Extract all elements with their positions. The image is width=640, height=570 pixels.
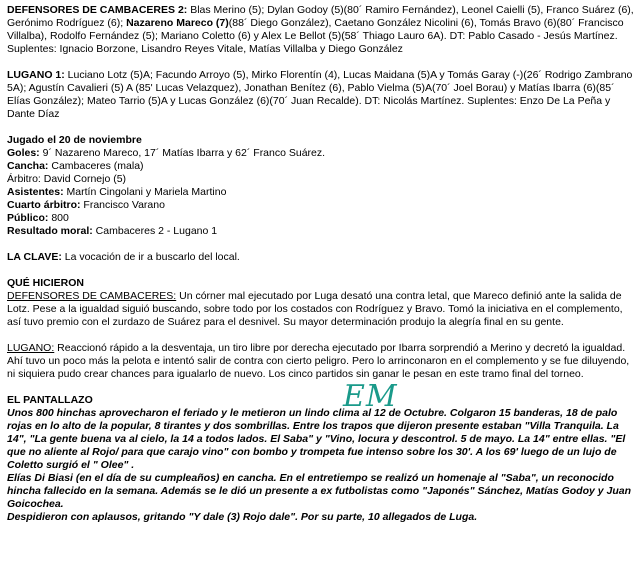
lugano-label: LUGANO 1: — [7, 69, 65, 81]
cuarto-label: Cuarto árbitro: — [7, 199, 81, 211]
defensores-analysis — [7, 290, 635, 329]
pantallazo-section — [7, 394, 635, 524]
pantallazo-paragraph: Despidieron con aplausos, gritando "Y dale (3) Rojo dale". Por su parte, 10 allegados de Luga. — [7, 511, 478, 523]
clave-label: LA CLAVE: — [7, 251, 62, 263]
arbitro-value: David Cornejo (5) — [40, 173, 127, 185]
defensores-analysis-text: Un córner mal ejecutado por Luga desató una contra letal, que Mareco definió ante la salida de Lotz. Pese a la igualdad siguió buscando, sobre todo por los costados con Rodríguez y Bravo. Tomó la iniciativa en el complemento, así tuvo premio con el zurdazo de Suárez para el desnivel. Su mayor determinación produjo la alegría final en su gente. — [7, 290, 623, 328]
match-info — [7, 134, 635, 238]
asistentes-label: Asistentes: — [7, 186, 64, 198]
clave-value: La vocación de ir a buscarlo del local. — [61, 251, 240, 263]
article — [7, 4, 635, 524]
goles-value: 9´ Nazareno Mareco, 17´ Matías Ibarra y 62´ Franco Suárez. — [39, 147, 326, 159]
defensores-lineup — [7, 4, 635, 56]
cuarto-value: Francisco Varano — [80, 199, 165, 211]
lugano-lineup-text: Luciano Lotz (5)A; Facundo Arroyo (5), Mirko Florentín (4), Lucas Maidana (5)A y Tomás Garay (-)(26´ Rodrigo Zambrano 5A); Agustín Cavalieri (5) A (85' Lucas Velazquez), Jonathan Benítez (6), Pablo Vielma (5)A(70´ Joel Borau) y Matías Ibarra (6)(85´ Elías González); Mateo Tarrio (5)A y Lucas González (6)(70´ Juan Recalde). DT: Nicolás Martínez. Suplentes: Enzo De La Peña y Dante Díaz — [7, 69, 633, 120]
publico-value: 800 — [48, 212, 69, 224]
defensores-lineup-part2: (88´ Diego González), Caetano González Nicolini (6), Tomás Bravo (6)(80´ Francisco Villalba), Rodolfo Fernández (5); Mariano Coletto (6) y Alex Le Bellot (5)(58´ Thiago Lauro 6A). DT: Pablo Casado - Jesús Martínez. Suplentes: Ignacio Borzone, Lisandro Reyes Vitale, Matías Villalba y Diego González — [7, 17, 624, 55]
lugano-analysis-label: LUGANO: — [7, 342, 55, 354]
resultado-value: Cambaceres 2 - Lugano 1 — [92, 225, 218, 237]
lugano-analysis — [7, 342, 635, 381]
cancha-value: Cambaceres (mala) — [48, 160, 144, 172]
jugado-date: Jugado el 20 de noviembre — [7, 134, 142, 146]
pantallazo-paragraph: Elías Di Biasi (en el día de su cumpleaños) en cancha. En el entretiempo se realizó un homenaje al "Saba", un reconocido hincha fallecido en la semana. Además se le dió un presente a ex futbolistas como "Japonés" Sánchez, Matías Godoy y Juan Goicochea. — [7, 472, 632, 510]
defensores-analysis-label: DEFENSORES DE CAMBACERES: — [7, 290, 177, 302]
que-hicieron-heading: QUÉ HICIERON — [7, 277, 85, 289]
asistentes-value: Martín Cingolani y Mariela Martino — [63, 186, 227, 198]
defensores-label: DEFENSORES DE CAMBACERES 2: — [7, 4, 188, 16]
pantallazo-paragraph: Unos 800 hinchas aprovecharon el feriado y le metieron un lindo clima al 12 de Octubre. Colgaron 15 banderas, 18 de palo rojas en lo alto de la popular, 8 tirantes y dos sombrillas. Entre los trapos que dijeron presente estaban "Villa Tranquila. La 14", "La gente buena va al cielo, la 14 a todos lados. El Saba" y "Vino, locura y descontrol. 5 de mayo. La 14" entre ellas. "El que no aliente al Rojo/ para que carajo vino" con bombo y trompeta fue intenso sobre los 30'. A los 69' luego de un lujo de Coletto surgió el " Olee" . — [7, 407, 626, 471]
defensores-lineup-part1: Blas Merino (5); Dylan Godoy (5)(80´ Ramiro Fernández), Leonel Caielli (5), Franco Suárez (6), Gerónimo Rodríguez (6); — [7, 4, 634, 29]
publico-label: Público: — [7, 212, 49, 224]
arbitro-label: Árbitro: — [7, 173, 41, 185]
pantallazo-title: EL PANTALLAZO — [7, 394, 93, 406]
goles-label: Goles: — [7, 147, 40, 159]
lugano-analysis-text: Reaccionó rápido a la desventaja, un tiro libre por derecha ejecutado por Ibarra sorprendió a Merino y decretó la igualdad. Ahí tuvo un poco más la pelota e intentó salir de contra con cierto peligro. Pero lo arrinconaron en el complemento y se fue diluyendo, ni siquiera pudo crear chances para igualarlo de nuevo. Los cinco partidos sin ganar le pesan en este tramo final del torneo. — [7, 342, 630, 380]
cancha-label: Cancha: — [7, 160, 49, 172]
em-logo: EM — [343, 379, 398, 414]
defensores-highlight-player: Nazareno Mareco (7) — [126, 17, 229, 29]
la-clave — [7, 251, 635, 264]
resultado-label: Resultado moral: — [7, 225, 93, 237]
lugano-lineup — [7, 69, 635, 121]
